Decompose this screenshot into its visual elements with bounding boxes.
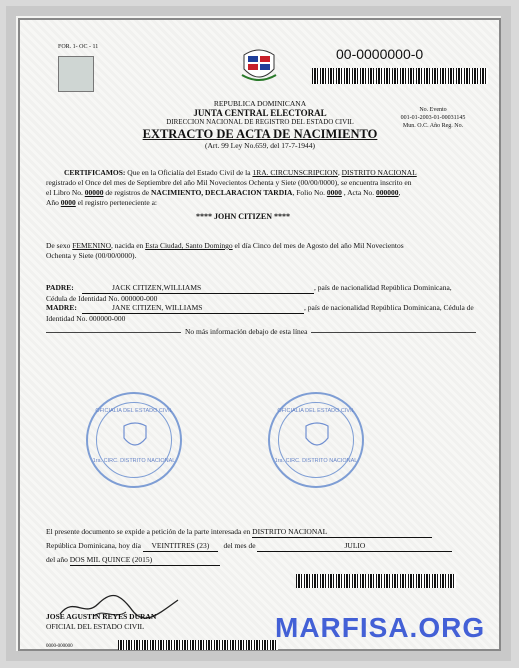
act-number: 000000 xyxy=(376,188,399,197)
issuance-month: JULIO xyxy=(257,541,452,552)
event-block xyxy=(378,106,488,130)
law-reference: (Art. 99 Ley No.659, del 17-7-1944) xyxy=(205,141,315,150)
mother-name: JANE CITIZEN, WILLIAMS xyxy=(82,303,304,314)
watermark: MARFISA.ORG xyxy=(275,612,486,643)
hologram-seal-icon xyxy=(58,56,94,92)
official-stamp-right: OFICIALIA DEL ESTADO CIVIL 1ra. CIRC. DISTRITO NACIONAL xyxy=(268,392,364,488)
signer-title: OFICIAL DEL ESTADO CIVIL xyxy=(46,622,145,631)
certify-label: CERTIFICAMOS: xyxy=(64,168,126,177)
birth-paragraph: De sexo FEMENINO, nacida en Esta Ciudad, Santo Domingo el día Cinco del mes de Agosto del año Mil Novecientos Ochenta y Siete (00/00/0000). xyxy=(46,241,404,260)
event-sub: Mun. O.C. Año Reg. No. xyxy=(402,123,464,129)
issuance-day: VEINTITRES (23) xyxy=(143,541,218,552)
barcode-top xyxy=(312,68,488,84)
country-heading: REPUBLICA DOMINICANA xyxy=(213,99,307,108)
certify-paragraph: CERTIFICAMOS: Que en la Oficialía del Estado Civil de la 1RA. CIRCUNSCRIPCION, DISTRITO NACIONAL registrado el Once del mes de Septiembre del año Mil Novecientos Ochenta y Siete (00/00/0000), se encuentra inscrito en el Libro No. 00000 de registros de NACIMIENTO, DECLARACION TARDIA, Folio No. 0000 , Acta No. 000000, Año 0000 el registro perteneciente a: xyxy=(46,168,417,207)
issuance-year: DOS MIL QUINCE (2015) xyxy=(70,555,220,566)
father-name: JACK CITIZEN,WILLIAMS xyxy=(82,283,314,294)
institution-heading: JUNTA CENTRAL ELECTORAL xyxy=(193,108,327,118)
registrant-name: **** JOHN CITIZEN **** xyxy=(196,212,291,221)
folio-number: 0000 xyxy=(326,188,342,197)
coat-of-arms-icon xyxy=(240,45,278,85)
district: DISTRITO NACIONAL xyxy=(341,168,417,177)
circumscription: 1RA. CIRCUNSCRIPCION xyxy=(252,168,338,177)
mother-block: MADRE: JANE CITIZEN, WILLIAMS , país de nacionalidad República Dominicana, Cédula de Identidad No. 000000-000 xyxy=(46,303,474,323)
mother-label: MADRE: xyxy=(46,303,77,312)
year-number: 0000 xyxy=(60,198,76,207)
birthplace: Esta Ciudad, Santo Domingo xyxy=(145,241,233,250)
issuance-place: DISTRITO NACIONAL xyxy=(252,527,432,538)
event-number: 001-01-2003-01-00031145 xyxy=(400,115,466,121)
issuance-paragraph: El presente documento se expide a petición de la parte interesada en DISTRITO NACIONAL República Dominicana, hoy día VEINTITRES (23) del mes de JULIO del año DOS MIL QUINCE (2015) xyxy=(46,527,452,566)
document-number: 00-0000000-0 xyxy=(336,46,424,62)
mother-id: Identidad No. 000000-000 xyxy=(46,314,126,323)
bottom-code: 0000-000000 xyxy=(46,644,73,649)
book-number: 00000 xyxy=(84,188,104,197)
direction-heading: DIRECCION NACIONAL DE REGISTRO DEL ESTADO CIVIL xyxy=(166,118,354,126)
barcode-bottom xyxy=(296,574,456,588)
document-title: EXTRACTO DE ACTA DE NACIMIENTO xyxy=(142,127,378,141)
signer-name: JOSE AGUSTIN REYES DURAN xyxy=(46,612,157,621)
barcode-footer xyxy=(118,640,278,650)
form-code: FOR. 1- OC - 11 xyxy=(58,44,99,50)
no-more-info: No más información debajo de esta línea xyxy=(181,327,311,336)
father-label: PADRE: xyxy=(46,283,74,292)
father-id: Cédula de Identidad No. 000000-000 xyxy=(46,294,158,303)
stamp-crest-icon xyxy=(122,422,148,452)
official-stamp-left: OFICIALIA DEL ESTADO CIVIL 1ra. CIRC. DISTRITO NACIONAL xyxy=(86,392,182,488)
father-block: PADRE: JACK CITIZEN,WILLIAMS , país de nacionalidad República Dominicana, Cédula de Identidad No. 000000-000 xyxy=(46,283,452,303)
sex-value: FEMENINO xyxy=(72,241,111,250)
end-line xyxy=(46,327,476,337)
event-label: No. Evento xyxy=(419,107,447,113)
stamp-crest-icon xyxy=(304,422,330,452)
registry-type: NACIMIENTO, DECLARACION TARDIA xyxy=(151,188,293,197)
